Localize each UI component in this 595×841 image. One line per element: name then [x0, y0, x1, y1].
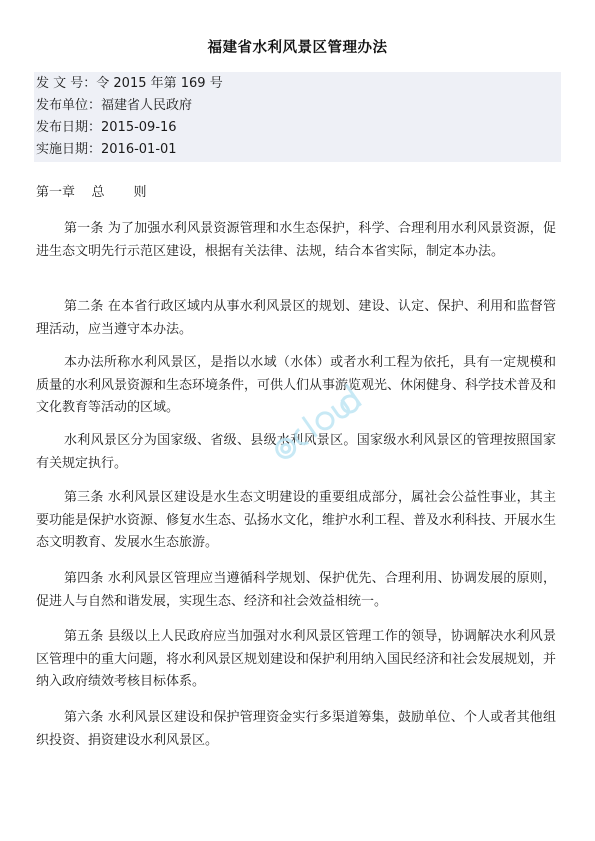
meta-row-doc-number: [36, 75, 223, 93]
meta-label: 实施日期：: [36, 142, 102, 157]
meta-row-issue-date: [36, 119, 177, 137]
document-title: 福建省水利风景区管理办法: [207, 40, 388, 56]
meta-label: 发布日期：: [36, 120, 102, 135]
meta-value: 2015-09-16: [101, 120, 177, 135]
article-1-paragraph: 第一条 为了加强水利风景资源管理和水生态保护，科学、合理利用水利风景资源，促进生态文明先行示范区建设，根据有关法律、法规，结合本省实际，制定本办法。: [36, 221, 556, 259]
document-meta-panel: [34, 72, 561, 162]
meta-value: 令 2015 年第 169 号: [96, 76, 223, 91]
meta-label: 发布单位：: [36, 98, 102, 113]
meta-value: 福建省人民政府: [101, 98, 193, 113]
definition-paragraph: 本办法所称水利风景区，是指以水域（水体）或者水利工程为依托，具有一定规模和质量的水利风景资源和生态环境条件，可供人们从事游览观光、休闲健身、科学技术普及和文化教育等活动的区域。: [36, 355, 557, 415]
article-5-paragraph: 第五条 县级以上人民政府应当加强对水利风景区管理工作的领导，协调解决水利风景区管理中的重大问题，将水利风景区规划建设和保护利用纳入国民经济和社会发展规划，并纳入政府绩效考核目标体系。: [36, 629, 557, 689]
article-2-paragraph: 第二条 在本省行政区域内从事水利风景区的规划、建设、认定、保护、利用和监督管理活动，应当遵守本办法。: [36, 299, 556, 337]
article-4-paragraph: 第四条 水利风景区管理应当遵循科学规划、保护优先、合理利用、协调发展的原则，促进人与自然和谐发展，实现生态、经济和社会效益相统一。: [36, 571, 556, 609]
article-6-paragraph: 第六条 水利风景区建设和保护管理资金实行多渠道筹集，鼓励单位、个人或者其他组织投资、捐资建设水利风景区。: [36, 710, 556, 748]
chapter-heading: 第一章 总 则: [36, 185, 147, 200]
meta-row-issuer: [36, 97, 192, 115]
meta-label: 发 文 号：: [36, 76, 97, 91]
meta-row-effective-date: [36, 141, 177, 159]
article-3-paragraph: 第三条 水利风景区建设是水生态文明建设的重要组成部分，属社会公益性事业，其主要功能是保护水资源、修复水生态、弘扬水文化，维护水利工程、普及水利科技、开展水生态文明教育、发展水生态旅游。: [36, 490, 557, 550]
meta-value: 2016-01-01: [101, 142, 177, 157]
classification-paragraph: 水利风景区分为国家级、省级、县级水利风景区。国家级水利风景区的管理按照国家有关规定执行。: [36, 433, 556, 471]
